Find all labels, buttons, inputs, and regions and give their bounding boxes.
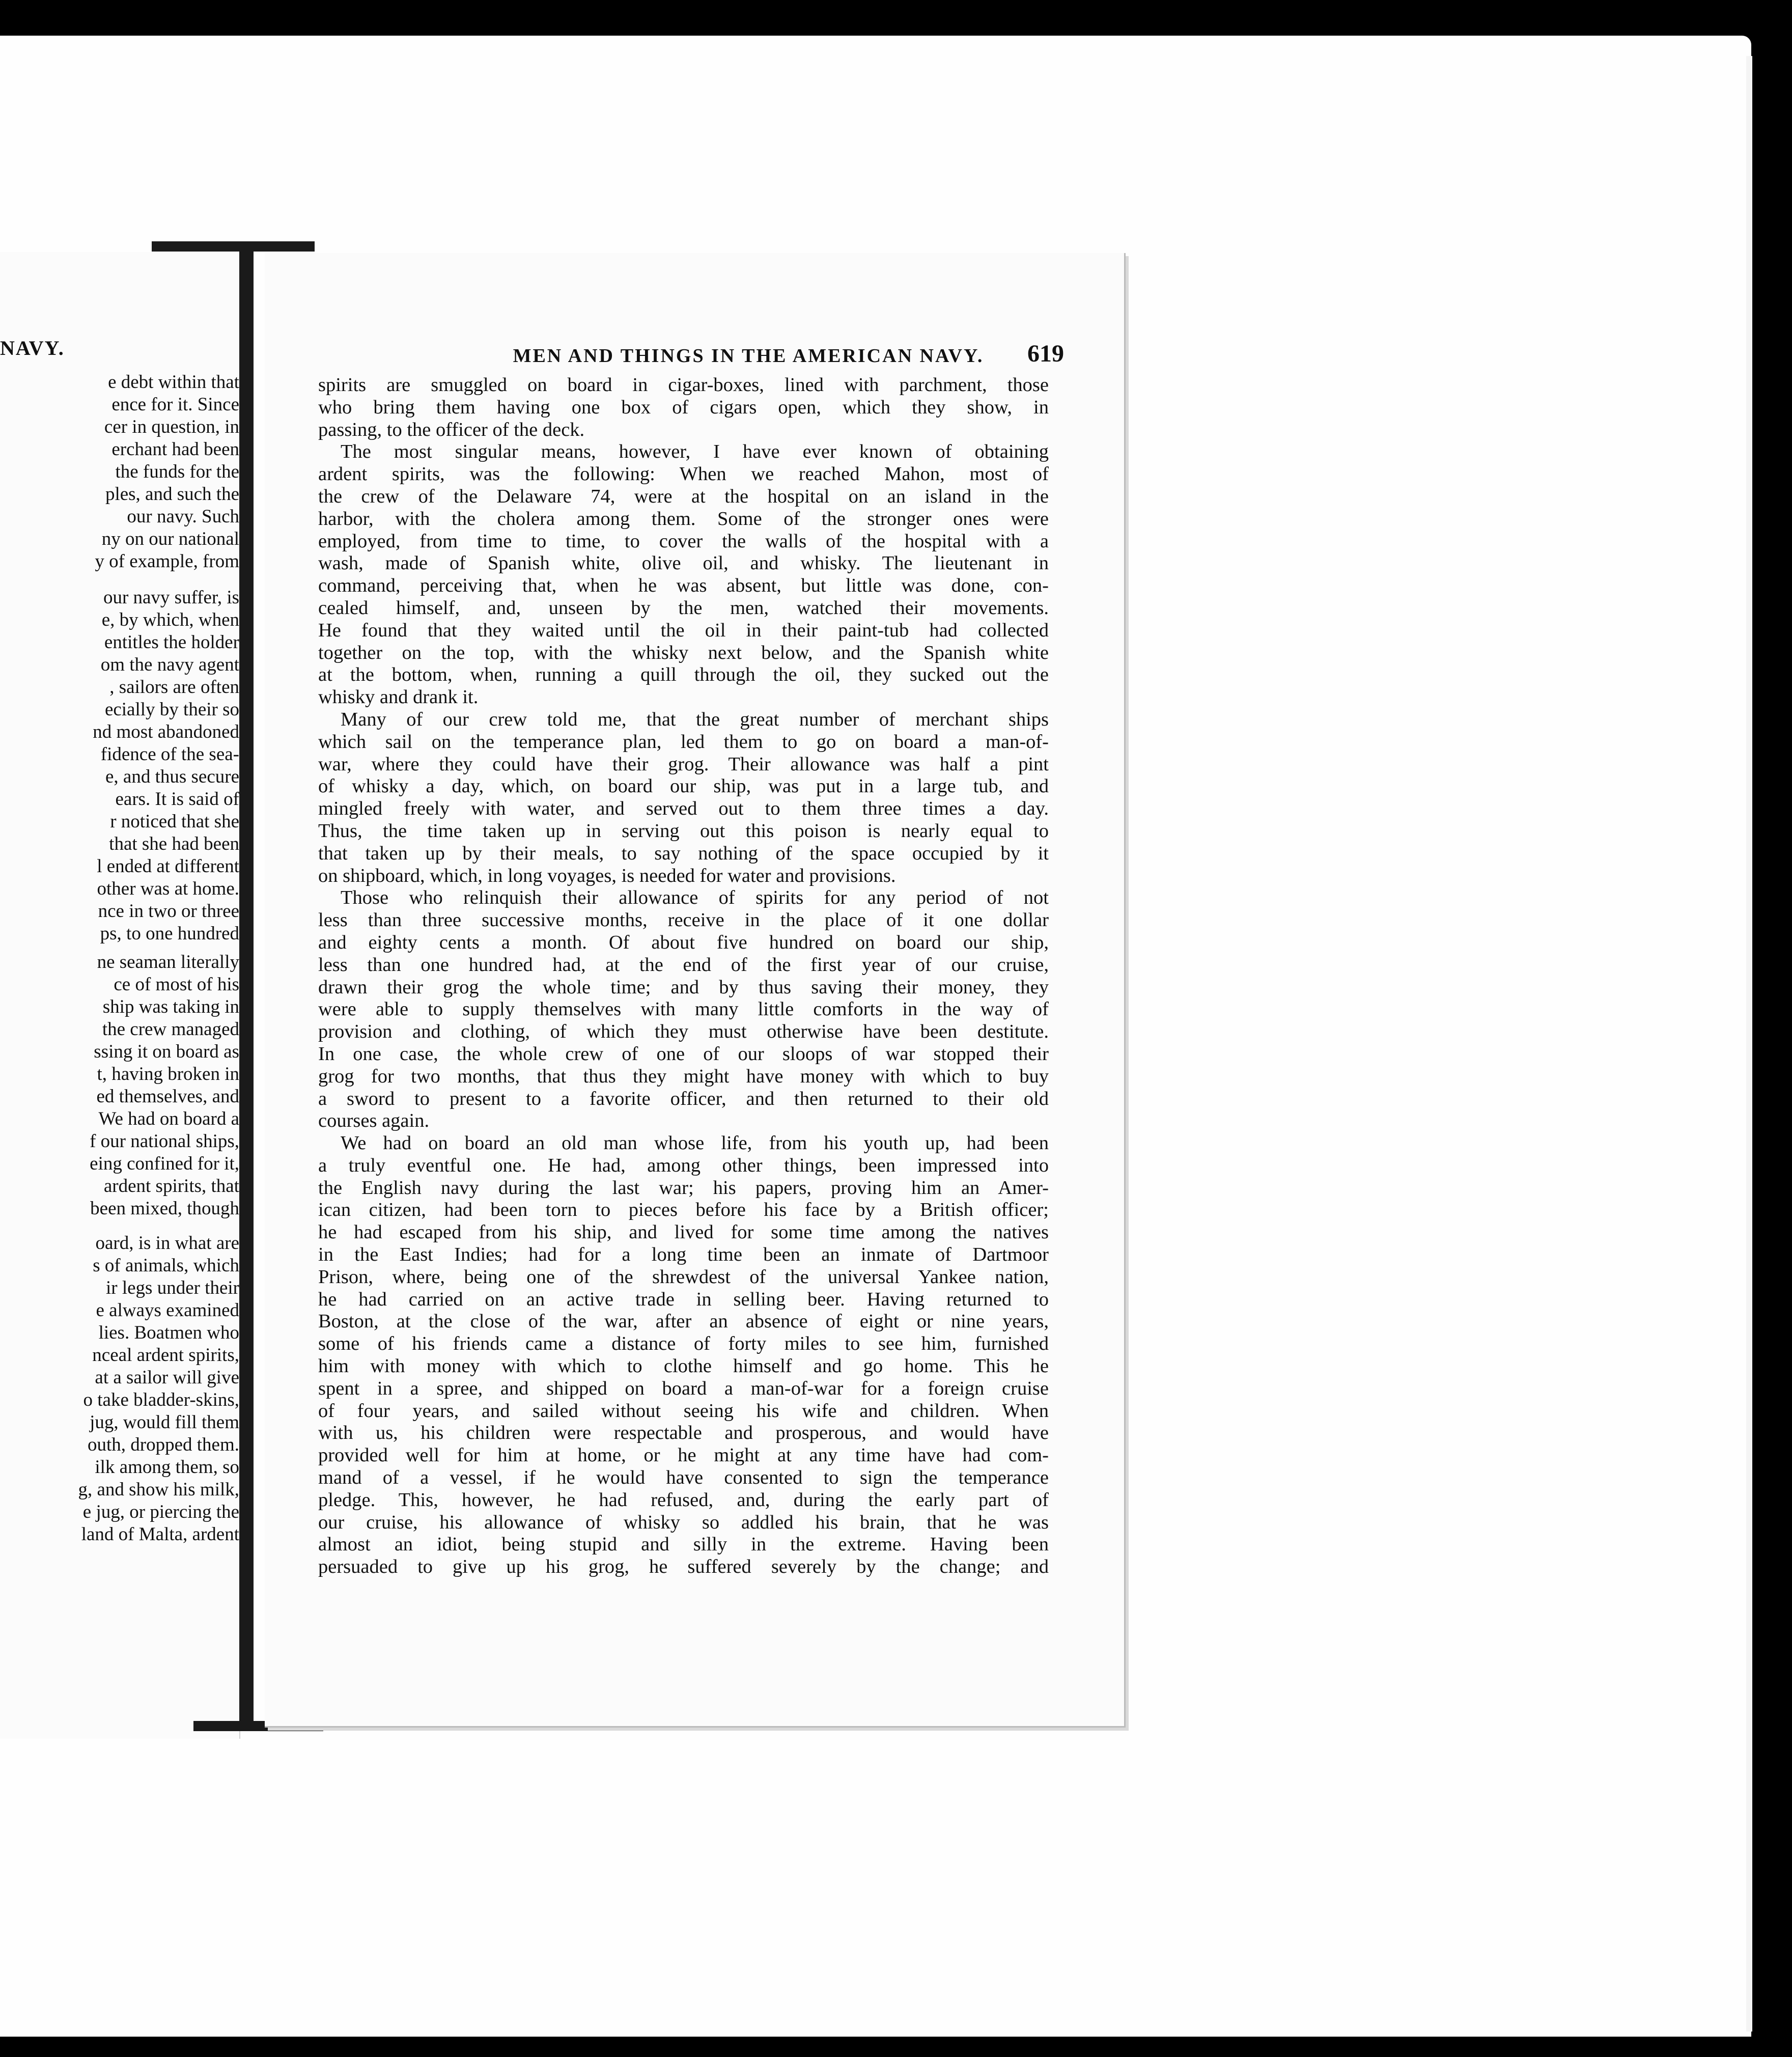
left-text-line: ne seaman literally <box>97 952 239 972</box>
left-paragraph <box>0 371 239 573</box>
running-head: MEN AND THINGS IN THE AMERICAN NAVY. <box>513 345 984 367</box>
text-line: provision and clothing, of which they must otherwise have been destitute. <box>318 1021 1049 1043</box>
left-text-line: e, by which, when <box>101 609 239 630</box>
left-text-line: been mixed, though <box>90 1198 239 1219</box>
text-line: mand of a vessel, if he would have consented to sign the temperance <box>318 1467 1049 1489</box>
left-text-line: eing confined for it, <box>90 1153 239 1174</box>
left-text-line: , sailors are often <box>109 677 239 698</box>
text-line: of whisky a day, which, on board our ship, was put in a large tub, and <box>318 775 1049 797</box>
text-line: who bring them having one box of cigars open, which they show, in <box>318 396 1049 418</box>
text-line: he had carried on an active trade in selling beer. Having returned to <box>318 1288 1049 1310</box>
left-text-line: lies. Boatmen who <box>98 1322 239 1343</box>
text-line: less than three successive months, receive in the place of it one dollar <box>318 909 1049 931</box>
text-line: ardent spirits, was the following: When we reached Mahon, most of <box>318 463 1049 485</box>
left-text-line: e jug, or piercing the <box>82 1502 239 1522</box>
text-line: that taken up by their meals, to say nothing of the space occupied by it <box>318 842 1049 864</box>
left-text-line: f our national ships, <box>90 1131 239 1152</box>
left-text-line: oard, is in what are <box>95 1233 239 1254</box>
left-text-line: ears. It is said of <box>115 789 239 810</box>
binding-clip <box>239 248 254 1730</box>
left-text-line: ny on our national <box>101 529 239 549</box>
text-line: with us, his children were respectable and prosperous, and would have <box>318 1422 1049 1444</box>
left-page <box>0 252 240 1739</box>
left-text-line: erchant had been <box>111 439 239 460</box>
left-text-line: cer in question, in <box>104 416 239 437</box>
text-line: him with money with which to clothe himself and go home. This he <box>318 1355 1049 1377</box>
body-text <box>318 374 1049 1578</box>
text-line: were able to supply themselves with many little comforts in the way of <box>318 998 1049 1020</box>
left-text-line: ples, and such the <box>105 484 239 505</box>
text-line: together on the top, with the whisky next below, and the Spanish white <box>318 642 1049 663</box>
left-text-line: ssing it on board as <box>94 1041 239 1062</box>
left-text-line: the funds for the <box>115 461 239 482</box>
left-text-line: om the navy agent <box>100 654 239 675</box>
text-line: He found that they waited until the oil in their paint-tub had collected <box>318 619 1049 641</box>
left-text-line: nceal ardent spirits, <box>92 1345 239 1366</box>
text-line: pledge. This, however, he had refused, and, during the early part of <box>318 1489 1049 1511</box>
text-line: on shipboard, which, in long voyages, is needed for water and provisions. <box>318 865 896 886</box>
left-text-line: the crew managed <box>102 1019 239 1040</box>
right-page <box>265 253 1126 1728</box>
text-line: provided well for him at home, or he might at any time have had com- <box>318 1444 1049 1466</box>
left-text-line: ed themselves, and <box>96 1086 239 1107</box>
left-text-line: ps, to one hundred <box>100 923 239 944</box>
text-line: The most singular means, however, I have ever known of obtaining <box>341 441 1049 463</box>
text-line: cealed himself, and, unseen by the men, watched their movements. <box>318 597 1049 619</box>
left-text-line: entitles the holder <box>104 632 239 653</box>
left-paragraph <box>0 1232 239 1546</box>
text-line: persuaded to give up his grog, he suffered severely by the change; and <box>318 1556 1049 1578</box>
text-line: We had on board an old man whose life, from his youth up, had been <box>341 1132 1049 1154</box>
left-text-line: our navy suffer, is <box>103 587 239 608</box>
left-text-line: ence for it. Since <box>111 394 239 415</box>
left-text-line: e, and thus secure <box>105 766 239 787</box>
left-text-line: ce of most of his <box>114 974 239 995</box>
page-number: 619 <box>1027 340 1064 367</box>
text-line: a truly eventful one. He had, among other things, been impressed into <box>318 1154 1049 1176</box>
text-line: command, perceiving that, when he was absent, but little was done, con- <box>318 575 1049 597</box>
text-line: employed, from time to time, to cover the walls of the hospital with a <box>318 530 1049 552</box>
left-text-line: y of example, from <box>95 551 239 572</box>
left-text-line: ecially by their so <box>104 699 239 720</box>
text-line: passing, to the officer of the deck. <box>318 419 585 440</box>
scan-edge <box>1746 56 1752 2032</box>
text-line: Those who relinquish their allowance of spirits for any period of not <box>341 887 1049 909</box>
left-text-line: nce in two or three <box>98 901 239 922</box>
left-text-line: s of animals, which <box>93 1255 239 1276</box>
text-line: less than one hundred had, at the end of the first year of our cruise, <box>318 954 1049 976</box>
text-line: in the East Indies; had for a long time been an inmate of Dartmoor <box>318 1244 1049 1266</box>
text-line: some of his friends came a distance of forty miles to see him, furnished <box>318 1333 1049 1355</box>
text-line: In one case, the whole crew of one of our sloops of war stopped their <box>318 1043 1049 1065</box>
text-line: wash, made of Spanish white, olive oil, and whisky. The lieutenant in <box>318 552 1049 574</box>
text-line: the crew of the Delaware 74, were at the hospital on an island in the <box>318 485 1049 507</box>
text-line: and eighty cents a month. Of about five hundred on board our ship, <box>318 931 1049 953</box>
left-text-line: g, and show his milk, <box>78 1479 239 1500</box>
text-line: war, where they could have their grog. Their allowance was half a pint <box>318 753 1049 775</box>
left-text-line: ship was taking in <box>102 996 239 1017</box>
left-text-line: e debt within that <box>108 372 239 393</box>
left-text-line: at a sailor will give <box>95 1367 239 1388</box>
text-line: the English navy during the last war; his papers, proving him an Amer- <box>318 1177 1049 1199</box>
left-text-line: outh, dropped them. <box>87 1434 239 1455</box>
left-text-line: e always examined <box>96 1300 239 1321</box>
left-text-line: fidence of the sea- <box>100 744 239 765</box>
text-line: Thus, the time taken up in serving out this poison is nearly equal to <box>318 820 1049 842</box>
left-text-line: t, having broken in <box>97 1064 239 1085</box>
left-paragraph <box>0 951 239 1220</box>
text-line: drawn their grog the whole time; and by thus saving their money, they <box>318 976 1049 998</box>
left-text-line: o take bladder-skins, <box>83 1389 239 1410</box>
text-line: which sail on the temperance plan, led them to go on board a man-of- <box>318 731 1049 753</box>
left-text-line: ir legs under their <box>106 1277 239 1298</box>
text-line: almost an idiot, being stupid and silly in the extreme. Having been <box>318 1534 1049 1555</box>
left-text-line: our navy. Such <box>127 506 239 527</box>
text-line: ican citizen, had been torn to pieces before his face by a British officer; <box>318 1199 1049 1221</box>
left-text-line: jug, would fill them <box>90 1412 239 1433</box>
left-text-line: nd most abandoned <box>93 721 239 742</box>
left-text-line: ilk among them, so <box>95 1457 239 1478</box>
text-line: Boston, at the close of the war, after an absence of eight or nine years, <box>318 1311 1049 1332</box>
text-line: spent in a spree, and shipped on board a man-of-war for a foreign cruise <box>318 1377 1049 1399</box>
left-text-line: We had on board a <box>98 1108 239 1129</box>
text-line: Many of our crew told me, that the great number of merchant ships <box>341 708 1049 730</box>
left-text-line: ardent spirits, that <box>103 1176 239 1197</box>
text-line: grog for two months, that thus they might have money with which to buy <box>318 1065 1049 1087</box>
binding-clip-top <box>152 241 315 252</box>
left-text-line: l ended at different <box>97 856 239 877</box>
text-line: mingled freely with water, and served out to them three times a day. <box>318 798 1049 820</box>
left-paragraph <box>0 587 239 945</box>
text-line: our cruise, his allowance of whisky so addled his brain, that he was <box>318 1511 1049 1533</box>
left-running-head: NAVY. <box>0 337 65 359</box>
text-line: whisky and drank it. <box>318 686 479 708</box>
left-text-line: land of Malta, ardent <box>81 1524 239 1545</box>
text-line: harbor, with the cholera among them. Some of the stronger ones were <box>318 508 1049 530</box>
text-line: at the bottom, when, running a quill through the oil, they sucked out the <box>318 664 1049 686</box>
left-text-line: that she had been <box>109 833 239 854</box>
left-text-line: other was at home. <box>97 878 239 899</box>
text-line: courses again. <box>318 1110 430 1132</box>
text-line: he had escaped from his ship, and lived for some time among the natives <box>318 1221 1049 1243</box>
text-line: of four years, and sailed without seeing his wife and children. When <box>318 1400 1049 1422</box>
left-text-line: r noticed that she <box>110 811 239 832</box>
text-line: a sword to present to a favorite officer, and then returned to their old <box>318 1088 1049 1109</box>
text-line: spirits are smuggled on board in cigar-boxes, lined with parchment, those <box>318 374 1049 396</box>
text-line: Prison, where, being one of the shrewdest of the universal Yankee nation, <box>318 1266 1049 1288</box>
